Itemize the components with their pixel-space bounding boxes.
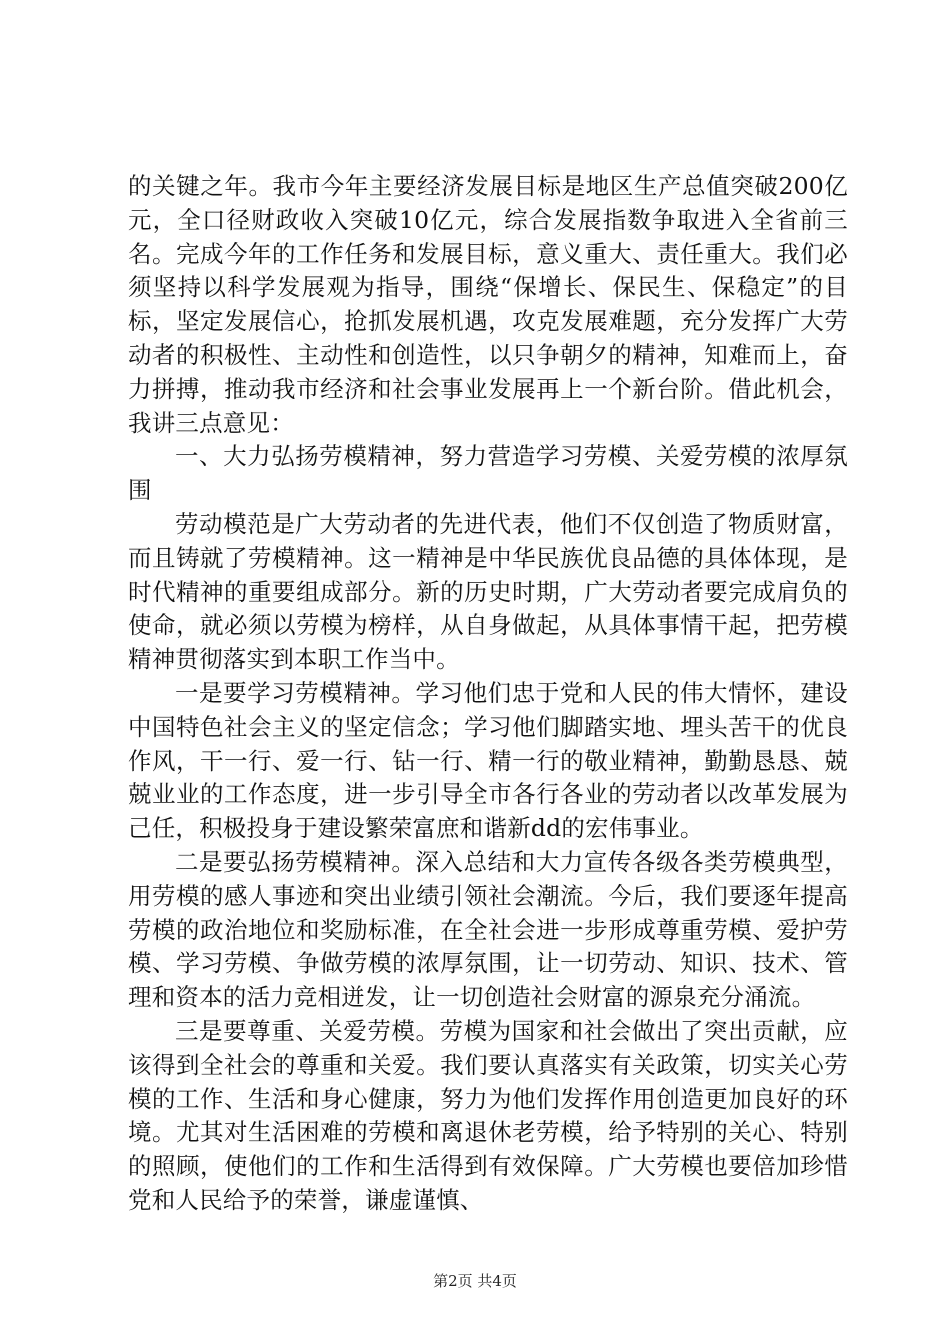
paragraph-1: 的关键之年。我市今年主要经济发展目标是地区生产总值突破200亿元，全口径财政收入突破10亿元，综合发展指数争取进入全省前三名。完成今年的工作任务和发展目标，意义重大、责任重大。我们必须坚持以科学发展观为指导，围绕“保增长、保民生、保稳定”的目标，坚定发展信心，抢抓发展机遇，攻克发展难题，充分发挥广大劳动者的积极性、主动性和创造性，以只争朝夕的精神，知难而上，奋力拼搏，推动我市经济和社会事业发展再上一个新台阶。借此机会，我讲三点意见： <box>128 172 848 437</box>
paragraph-2: 劳动模范是广大劳动者的先进代表，他们不仅创造了物质财富，而且铸就了劳模精神。这一精神是中华民族优良品德的具体体现，是时代精神的重要组成部分。新的历史时期，广大劳动者要完成肩负的使命，就必须以劳模为榜样，从自身做起，从具体事情干起，把劳模精神贯彻落实到本职工作当中。 <box>128 509 848 674</box>
document-body <box>128 170 848 1218</box>
paragraph-5: 三是要尊重、关爱劳模。劳模为国家和社会做出了突出贡献，应该得到全社会的尊重和关爱。我们要认真落实有关政策，切实关心劳模的工作、生活和身心健康，努力为他们发挥作用创造更加良好的环境。尤其对生活困难的劳模和离退休老劳模，给予特别的关心、特别的照顾，使他们的工作和生活得到有效保障。广大劳模也要倍加珍惜党和人民给予的荣誉，谦虚谨慎、 <box>128 1016 848 1214</box>
paragraph-4: 二是要弘扬劳模精神。深入总结和大力宣传各级各类劳模典型，用劳模的感人事迹和突出业绩引领社会潮流。今后，我们要逐年提高劳模的政治地位和奖励标准，在全社会进一步形成尊重劳模、爱护劳模、学习劳模、争做劳模的浓厚氛围，让一切劳动、知识、技术、管理和资本的活力竞相迸发，让一切创造社会财富的源泉充分涌流。 <box>128 847 848 1012</box>
paragraph-3: 一是要学习劳模精神。学习他们忠于党和人民的伟大情怀，建设中国特色社会主义的坚定信念；学习他们脚踏实地、埋头苦干的优良作风，干一行、爱一行、钻一行、精一行的敬业精神，勤勤恳恳、兢兢业业的工作态度，进一步引导全市各行各业的劳动者以改革发展为己任，积极投身于建设繁荣富庶和谐新dd的宏伟事业。 <box>128 678 848 843</box>
section-heading-1: 一、大力弘扬劳模精神，努力营造学习劳模、关爱劳模的浓厚氛围 <box>128 442 848 505</box>
page-footer: 第2页 共4页 <box>433 1272 517 1290</box>
